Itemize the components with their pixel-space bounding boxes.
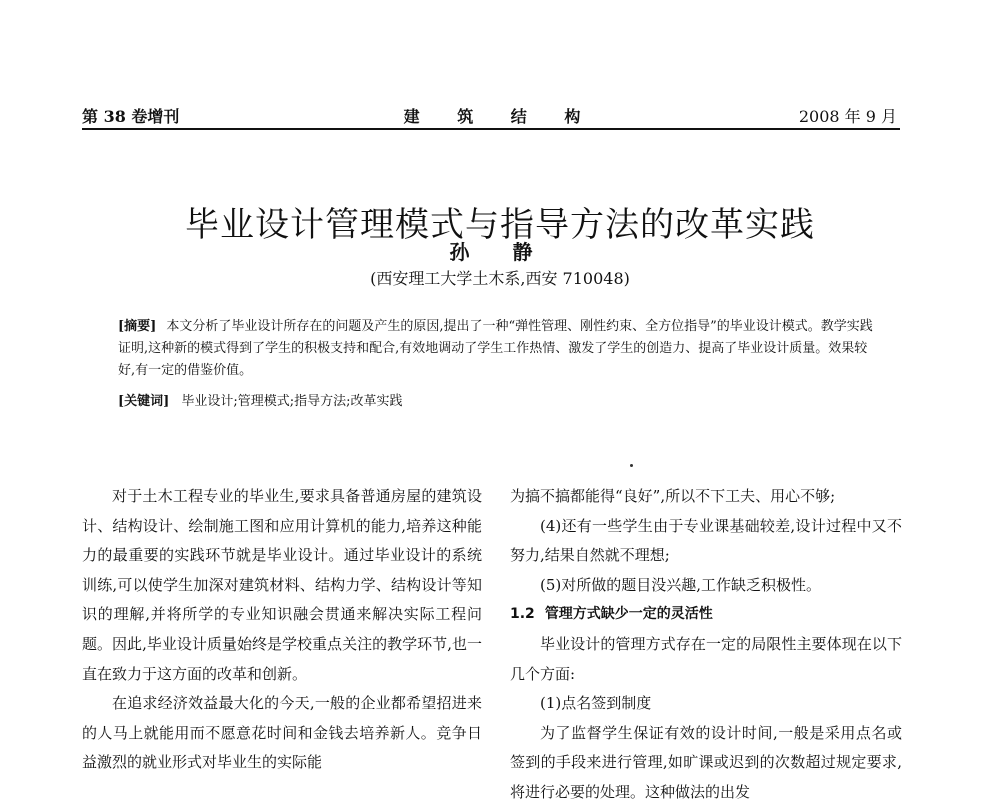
keywords-label: [关键词] <box>118 394 170 409</box>
author-name: 孙 静 <box>449 240 551 264</box>
paragraph: (4)还有一些学生由于专业课基础较差,设计过程中又不努力,结果自然就不理想; <box>510 516 902 565</box>
right-column <box>510 482 902 808</box>
paragraph: (1)点名签到制度 <box>540 694 652 713</box>
left-column <box>82 482 482 778</box>
paragraph: 对于土木工程专业的毕业生,要求具备普通房屋的建筑设计、结构设计、绘制施工图和应用计算机的能力,培养这种能力的最重要的实践环节就是毕业设计。通过毕业设计的系统训练,可以使学生加深对建筑材料、结构力学、结构设计等知识的理解,并将所学的专业知识融会贯通来解决实际工程问题。因此,毕业设计质量始终是学校重点关注的教学环节,也一直在致力于这方面的改革和创新。 <box>82 487 482 683</box>
print-speck <box>630 464 633 467</box>
journal-name: 建 筑 结 构 <box>403 107 597 126</box>
paragraph: (5)对所做的题目没兴趣,工作缺乏积极性。 <box>540 575 822 594</box>
keywords-block <box>118 390 402 409</box>
abstract-block <box>118 316 878 382</box>
article-title: 毕业设计管理模式与指导方法的改革实践 <box>185 204 815 245</box>
issue-date: 2008 年 9 月 <box>798 107 897 126</box>
abstract-text: 本文分析了毕业设计所存在的问题及产生的原因,提出了一种“弹性管理、刚性约束、全方位指导”的毕业设计模式。教学实践证明,这种新的模式得到了学生的积极支持和配合,有效地调动了学生工作热情、激发了学生的创造力、提高了毕业设计质量。效果较好,有一定的借鉴价值。 <box>118 319 873 378</box>
volume-label: 第 38 卷增刊 <box>82 107 180 126</box>
section-number: 1.2 <box>510 606 535 623</box>
paragraph: 为搞不搞都能得“良好”,所以不下工夫、用心不够; <box>510 487 836 505</box>
paragraph: 毕业设计的管理方式存在一定的局限性主要体现在以下几个方面: <box>510 634 902 683</box>
paragraph: 为了监督学生保证有效的设计时间,一般是采用点名或签到的手段来进行管理,如旷课或迟到的次数超过规定要求,将进行必要的处理。这种做法的出发 <box>510 723 902 801</box>
section-heading <box>510 600 902 630</box>
keywords-text: 毕业设计;管理模式;指导方法;改革实践 <box>181 394 403 409</box>
author-affiliation: (西安理工大学土木系,西安 710048) <box>370 269 630 288</box>
abstract-label: [摘要] <box>118 319 157 334</box>
section-title: 管理方式缺少一定的灵活性 <box>544 606 713 623</box>
header-rule <box>82 128 900 130</box>
paragraph: 在追求经济效益最大化的今天,一般的企业都希望招进来的人马上就能用而不愿意花时间和金钱去培养新人。竞争日益激烈的就业形式对毕业生的实际能 <box>82 694 482 772</box>
